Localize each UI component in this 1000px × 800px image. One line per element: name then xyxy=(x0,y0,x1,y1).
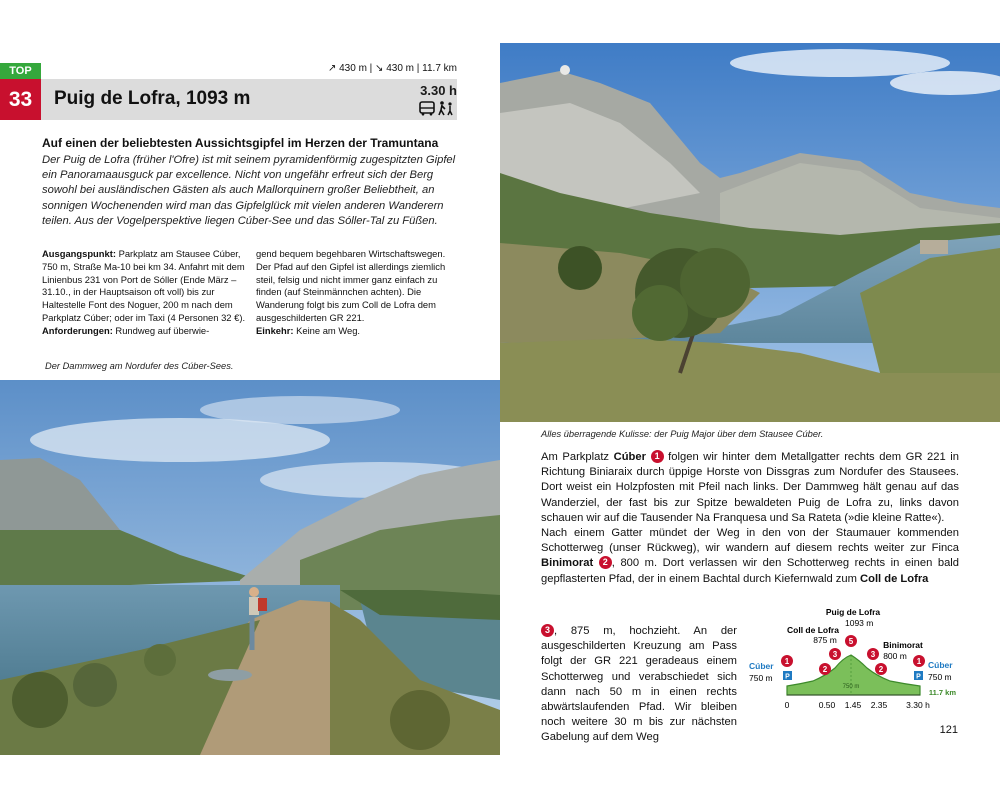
requirements-label: Anforderungen: xyxy=(42,324,113,336)
route-text: , 800 m. Dort verlassen wir den Schotterweg rechts in einen bald gepflasterten Pfad, der in einem Bachtal durch Kiefernwald zum xyxy=(541,557,959,585)
elevation-profile xyxy=(745,600,960,715)
waypoint-label-3: 3 xyxy=(832,650,838,659)
route-text: folgen wir hinter dem Metallgatter rechts dem GR 221 in Richtung Biniaraix durch üppige Horste von Dissgras zum Nordufer des Stausees. Dort weist ein Holzpfosten mit Pfeil nach links. Der Dammweg hält genau auf das Wanderziel, der fast bis zur Spitze bewaldeten Puig de Lofra zu, links davon schauen wir auf die Tausender Na Franquesa und Sa Rateta (»die kleine Ratte«). xyxy=(541,451,960,524)
label-cuber-start: Cúber xyxy=(749,661,774,671)
waypoint-label-4: 5 xyxy=(848,637,854,646)
place-cuber: Cúber xyxy=(613,451,646,463)
route-paragraph-1 xyxy=(541,450,959,526)
right-photo-caption: Alles überragende Kulisse: der Puig Major über dem Stausee Cúber. xyxy=(541,429,824,439)
route-text: Nach einem Gatter mündet der Weg in den von der Staumauer kommenden Schotterweg (unser Rückweg), wir wandern auf diesem rechts weiter zur Finca xyxy=(541,527,959,555)
place-binimorat: Binimorat xyxy=(541,557,594,570)
label-coll-altitude: 875 m xyxy=(813,635,837,645)
requirements-text-cont: gend bequem begehbaren Wirtschaftswegen. Der Pfad auf den Gipfel ist allerdings ziemlich steil, felsig und nicht immer ganz einfach zu finden (auf Steinmännchen achten). Die Wanderung folgt bis zum Coll de Lofra dem ausgeschilderten GR 221. xyxy=(256,248,446,323)
tour-stats: ↗ 430 m | ↘ 430 m | 11.7 km xyxy=(327,63,457,74)
photo-dam-path xyxy=(0,380,500,755)
label-binimorat-altitude: 800 m xyxy=(883,651,907,661)
time-tick-3: 1.45 xyxy=(844,700,862,710)
waypoint-marker: 2 xyxy=(599,556,612,569)
refreshment-text: Keine am Weg. xyxy=(293,324,361,336)
time-tick-5: 3.30 h xyxy=(906,700,930,710)
route-description xyxy=(541,450,959,587)
left-photo-caption: Der Dammweg am Nordufer des Cúber-Sees. xyxy=(45,361,234,371)
info-column-left xyxy=(42,248,246,338)
waypoint-marker: 1 xyxy=(651,450,664,463)
intro-heading: Auf einen der beliebtesten Aussichtsgipfel im Herzen der Tramuntana xyxy=(42,136,439,150)
photo-puig-major xyxy=(500,43,1000,422)
label-cuber-end-altitude: 750 m xyxy=(928,672,952,682)
waypoint-label-2: 2 xyxy=(822,665,828,674)
place-coll-de-lofra: Coll de Lofra xyxy=(860,572,929,585)
route-text: Am Parkplatz xyxy=(541,451,614,463)
parking-icon-label: P xyxy=(916,673,921,681)
intro-text: Der Puig de Lofra (früher l'Ofre) ist mit seinem pyramidenförmig zugespitzten Gipfel ein Panoramaausguck par excellence. Nicht von ungefähr erfreut sich der Berg sowohl bei ausländischen Gästen als auch Mallorquinern großer Beliebtheit, an sonnigen Wochenenden wird man das Gipfelglück mit vielen anderen Wanderern teilen. Aus der Vogelperspektive liegen Cúber-See und das Sóller-Tal zu Füßen. xyxy=(42,154,456,227)
label-binimorat: Binimorat xyxy=(883,640,923,650)
hiker-icon xyxy=(439,101,452,115)
route-description-narrow xyxy=(541,624,737,746)
label-coll-de-lofra: Coll de Lofra xyxy=(787,625,839,635)
tour-number-badge: 33 xyxy=(0,79,41,120)
route-paragraph-2b xyxy=(541,624,737,746)
start-text: Parkplatz am Stausee Cúber, 750 m, Straße Ma-10 bei km 34. Anfahrt mit dem Linienbus 231 von Port de Sóller (Ende März – 31.10., in der Hauptsaison oft voll) bis zur Haltestelle Font des Noguer, 200 m nach dem Parkplatz Cúber; oder im Taxi (4 Personen 32 €). xyxy=(42,248,246,323)
label-cuber-start-altitude: 750 m xyxy=(749,673,773,683)
waypoint-label-1: 1 xyxy=(784,657,790,666)
page-number: 121 xyxy=(939,724,958,736)
waypoint-label-7: 1 xyxy=(916,657,922,666)
tour-duration: 3.30 h xyxy=(420,83,457,98)
page-title: Puig de Lofra, 1093 m xyxy=(54,88,251,109)
refreshment-label: Einkehr: xyxy=(256,324,294,336)
label-cuber-end: Cúber xyxy=(928,660,953,670)
info-column-right xyxy=(256,248,458,338)
waypoint-label-5: 3 xyxy=(870,650,876,659)
label-total-distance: 11.7 km xyxy=(928,688,956,697)
parking-icon-label: P xyxy=(785,673,790,681)
time-tick-2: 0.50 xyxy=(818,700,836,710)
route-paragraph-2a xyxy=(541,526,959,587)
bus-icon xyxy=(420,102,434,116)
start-label: Ausgangspunkt: xyxy=(42,248,116,259)
time-tick-4: 2.35 xyxy=(870,700,888,710)
route-text: , 875 m, hochzieht. An der ausgeschilderten Kreuzung am Pass folgt der GR 221 geradeaus einem Schotterweg und verabschiedet sich dann nach 50 m in einen rechts abwärtslaufenden Pfad. Wir bleiben noch weitere 30 m bis zur nächsten Gabelung auf dem Weg xyxy=(541,625,737,744)
profile-time-axis xyxy=(785,700,930,710)
requirements-text-start: Rundweg auf überwie- xyxy=(112,324,210,336)
time-tick-1: 0 xyxy=(784,700,790,710)
label-puig-altitude: 1093 m xyxy=(845,618,874,628)
profile-base-altitude: 750 m xyxy=(842,684,860,690)
waypoint-marker: 3 xyxy=(541,624,554,637)
waypoint-label-6: 2 xyxy=(878,665,884,674)
transport-icons xyxy=(418,100,458,116)
label-puig-de-lofra: Puig de Lofra xyxy=(825,607,881,617)
top-badge: TOP xyxy=(0,63,41,79)
